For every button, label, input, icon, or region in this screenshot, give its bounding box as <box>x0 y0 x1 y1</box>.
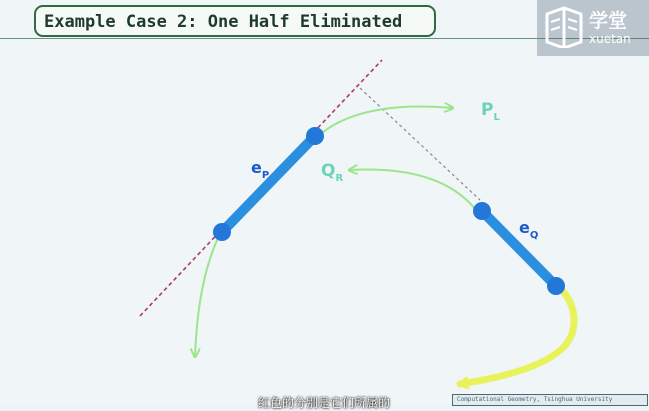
eq-endpoint-upper <box>473 202 491 220</box>
slide-title: Example Case 2: One Half Eliminated <box>44 12 403 32</box>
label-eq-sub: Q <box>529 230 539 241</box>
label-ep <box>251 158 270 181</box>
logo-name: 学堂 <box>589 10 628 32</box>
label-qr <box>321 161 344 184</box>
gray-dashed-line <box>360 88 480 200</box>
label-ep-main: e <box>251 158 262 177</box>
segment-ep <box>222 136 315 232</box>
label-eq <box>519 218 539 241</box>
label-ep-sub: P <box>261 170 270 181</box>
video-subtitle: 红色的分别是它们所属的 <box>258 396 391 410</box>
label-qr-sub: R <box>335 173 344 184</box>
eq-endpoint-lower <box>547 277 565 295</box>
ep-endpoint-upper <box>306 127 324 145</box>
label-pl <box>481 100 500 123</box>
label-pl-sub: L <box>493 112 500 123</box>
arrow-to-pl <box>318 107 452 136</box>
label-pl-main: P <box>481 100 494 120</box>
logo-sub: xuetan <box>589 32 631 46</box>
label-qr-main: Q <box>321 161 336 181</box>
label-eq-main: e <box>519 218 530 237</box>
footer-banner: Computational Geometry, Tsinghua University <box>452 394 648 406</box>
arrow-down-left <box>195 234 220 356</box>
ep-endpoint-lower <box>213 223 231 241</box>
yellow-curve <box>460 286 574 384</box>
arrow-to-qr <box>350 170 476 211</box>
